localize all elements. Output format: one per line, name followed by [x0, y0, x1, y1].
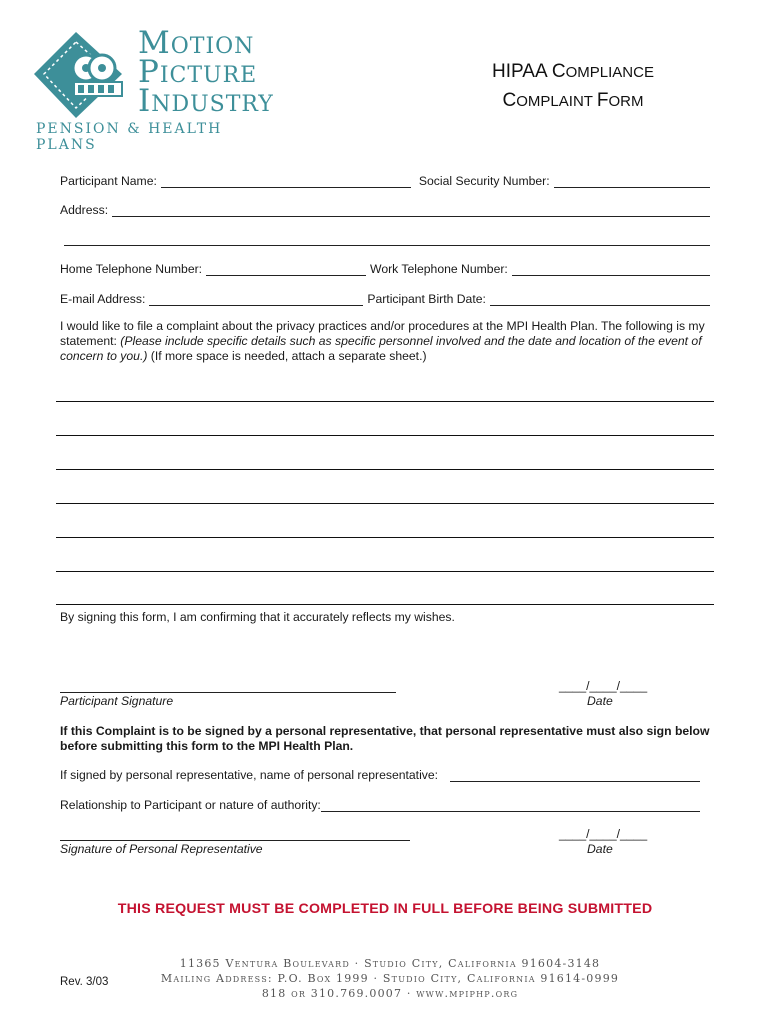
logo-emblem-icon [34, 30, 134, 120]
relationship-field[interactable] [321, 800, 700, 812]
rep-signature-label: Signature of Personal Representative [60, 842, 263, 856]
email-row [60, 292, 710, 306]
title-line-1: HIPAA COMPLIANCE [492, 61, 654, 82]
rep-signature-field[interactable] [60, 829, 410, 841]
statement-line-1[interactable] [56, 401, 714, 402]
birth-date-field[interactable] [490, 294, 710, 306]
address-label: Address: [60, 203, 109, 217]
participant-signature-field[interactable] [60, 681, 396, 693]
completion-warning: THIS REQUEST MUST BE COMPLETED IN FULL BEFORE BEING SUBMITTED [117, 901, 653, 917]
rep-name-row [60, 768, 700, 782]
participant-signature-label: Participant Signature [60, 694, 174, 708]
work-phone-label: Work Telephone Number: [370, 262, 508, 276]
statement-line-5[interactable] [56, 537, 714, 538]
title-line-2: COMPLAINT FORM [502, 90, 644, 111]
footer-address [120, 956, 660, 1001]
phone-row [60, 262, 710, 276]
rep-name-field[interactable] [450, 770, 700, 782]
relationship-row [60, 798, 700, 812]
mpi-logo [34, 25, 284, 153]
revision-label: Rev. 3/03 [60, 976, 109, 988]
statement-instructions: I would like to file a complaint about the privacy practices and/or procedures at the MPI Health Plan. The following is my statement: (Please include specific details such as specific personnel involved and the date and location of the event of concern to you.) (If more space is needed, attach a separate sheet.) [60, 319, 705, 363]
participant-date-field[interactable]: ____/____/____ [559, 679, 648, 693]
ssn-label: Social Security Number: [418, 174, 550, 188]
participant-date-label: Date [587, 694, 613, 708]
rep-date-label: Date [587, 842, 613, 856]
participant-row [60, 174, 710, 188]
logo-line-2: Picture [138, 54, 258, 90]
work-phone-field[interactable] [512, 264, 710, 276]
participant-name-label: Participant Name: [60, 174, 157, 188]
home-phone-field[interactable] [206, 264, 366, 276]
statement-line-2[interactable] [56, 435, 714, 436]
statement-line-7[interactable] [56, 604, 714, 605]
footer-line-1: 11365 Ventura Boulevard · Studio City, California 91604-3148 [179, 957, 601, 970]
rep-name-label: If signed by personal representative, name of personal representative: [60, 768, 439, 782]
birth-date-label: Participant Birth Date: [367, 292, 486, 306]
page-title [440, 58, 706, 116]
address-row [60, 203, 710, 217]
statement-line-6[interactable] [56, 571, 714, 572]
ssn-field[interactable] [554, 176, 710, 188]
representative-notice: If this Complaint is to be signed by a personal representative, that personal representative must also sign below before submitting this form to the MPI Health Plan. [60, 724, 710, 753]
address-field-line-1[interactable] [112, 205, 710, 217]
footer-line-2: Mailing Address: P.O. Box 1999 · Studio City, California 91614-0999 [160, 972, 620, 985]
address-field-line-2[interactable] [64, 234, 710, 246]
participant-name-field[interactable] [161, 176, 411, 188]
logo-tagline: PENSION & HEALTH PLANS [36, 121, 223, 153]
logo-line-1: Motion [138, 25, 255, 61]
home-phone-label: Home Telephone Number: [60, 262, 203, 276]
rep-date-field[interactable]: ____/____/____ [559, 827, 648, 841]
statement-line-3[interactable] [56, 469, 714, 470]
statement-line-4[interactable] [56, 503, 714, 504]
footer-line-3: 818 or 310.769.0007 · www.mpiphp.org [261, 987, 519, 1000]
relationship-label: Relationship to Participant or nature of authority: [60, 798, 321, 812]
email-label: E-mail Address: [60, 292, 146, 306]
email-field[interactable] [149, 294, 363, 306]
logo-line-3: Industry [138, 83, 274, 119]
confirm-text: By signing this form, I am confirming that it accurately reflects my wishes. [60, 610, 455, 624]
